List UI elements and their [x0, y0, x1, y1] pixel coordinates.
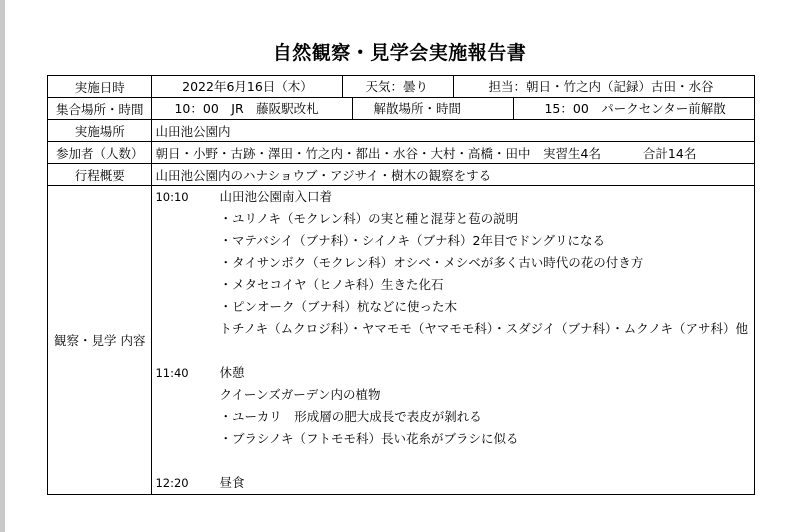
- schedule-time: [155, 450, 219, 472]
- schedule-list: [155, 186, 748, 494]
- row-content: [48, 186, 755, 495]
- schedule-time: [155, 208, 219, 230]
- schedule-time: [155, 274, 219, 296]
- weather-label: 天気：: [365, 79, 403, 94]
- page-left-edge: [0, 0, 5, 532]
- schedule-time: 11:40: [155, 366, 189, 380]
- participants-total: 合計14名: [642, 145, 697, 161]
- schedule-time: [155, 230, 219, 252]
- schedule-item: [155, 230, 748, 252]
- participants-cell: [152, 142, 755, 164]
- schedule-time: 10:10: [155, 190, 189, 204]
- weather-value: 曇り: [403, 79, 429, 94]
- meeting-cell: [152, 98, 755, 120]
- schedule-text: ・マテバシイ（ブナ科）・シイノキ（ブナ科）2年目でドングリになる: [219, 233, 605, 248]
- place-label: 実施場所: [48, 120, 152, 142]
- schedule-item: [155, 450, 748, 472]
- summary-label: 行程概要: [48, 164, 152, 186]
- document-title: 自然観察・見学会実施報告書: [272, 42, 527, 64]
- schedule-time: [155, 428, 219, 450]
- schedule-text: ・タイサンボク（モクレン科）オシベ・メシベが多く古い時代の花の付き方: [219, 255, 644, 270]
- row-place: [48, 120, 755, 142]
- schedule-item: [155, 208, 748, 230]
- schedule-time: [155, 340, 219, 362]
- place-value: 山田池公園内: [152, 120, 755, 142]
- schedule-text: 昼食: [219, 475, 245, 490]
- staff-cell: [453, 76, 754, 97]
- row-participants: [48, 142, 755, 164]
- content-label: 観察・見学 内容: [48, 186, 152, 495]
- schedule-time: [155, 384, 219, 406]
- row-meeting: [48, 98, 755, 120]
- report-table: [47, 75, 755, 495]
- content-cell: [152, 186, 755, 495]
- date-cell: [152, 76, 755, 98]
- schedule-item: [155, 428, 748, 450]
- schedule-text: ・ブラシノキ（フトモモ科）長い花糸がブラシに似る: [219, 431, 519, 446]
- schedule-item: [155, 274, 748, 296]
- schedule-text: トチノキ（ムクロジ科）・ヤマモモ（ヤマモモ科）・スダジイ（ブナ科）・ムクノキ（アサ科）他: [219, 321, 748, 336]
- schedule-item: [155, 384, 748, 406]
- staff-label: 担当：: [488, 79, 526, 94]
- participants-label: 参加者（人数）: [48, 142, 152, 164]
- schedule-text: クイーンズガーデン内の植物: [219, 387, 381, 402]
- schedule-time: [155, 252, 219, 274]
- schedule-text: ・ピンオーク（ブナ科）杭などに使った木: [219, 299, 457, 314]
- schedule-item: [155, 186, 748, 208]
- schedule-text: [219, 340, 748, 362]
- schedule-item: [155, 296, 748, 318]
- schedule-item: [155, 362, 748, 384]
- schedule-time: 12:20: [155, 476, 189, 490]
- row-date: [48, 76, 755, 98]
- schedule-item: [155, 406, 748, 428]
- schedule-text: 休憩: [219, 365, 245, 380]
- schedule-time: [155, 318, 219, 340]
- schedule-item: [155, 252, 748, 274]
- schedule-item: [155, 340, 748, 362]
- row-summary: [48, 164, 755, 186]
- date-label: 実施日時: [48, 76, 152, 98]
- date-value: 2022年6月16日（木）: [182, 79, 313, 94]
- dismiss-label: 解散場所・時間: [352, 98, 513, 119]
- participants-value: 朝日・小野・古跡・澤田・竹之内・都出・水谷・大村・高橋・田中 実習生4名: [155, 145, 601, 161]
- meeting-label: 集合場所・時間: [48, 98, 152, 120]
- weather-cell: [342, 76, 453, 97]
- schedule-item: [155, 318, 748, 340]
- schedule-item: [155, 472, 748, 494]
- dismiss-value: 15：00 パークセンター前解散: [513, 98, 754, 119]
- schedule-text: ・ユーカリ 形成層の肥大成長で表皮が剝れる: [219, 409, 482, 424]
- schedule-text: ・ユリノキ（モクレン科）の実と種と混芽と苞の説明: [219, 211, 519, 226]
- meeting-value: 10：00 JR 藤阪駅改札: [174, 101, 319, 116]
- schedule-text: 山田池公園南入口着: [219, 189, 332, 204]
- staff-value: 朝日・竹之内（記録）古田・水谷: [526, 79, 714, 94]
- summary-value: 山田池公園内のハナショウブ・アジサイ・樹木の観察をする: [152, 164, 755, 186]
- schedule-text: ・メタセコイヤ（ヒノキ科）生きた化石: [219, 277, 444, 292]
- schedule-text: [219, 450, 748, 472]
- schedule-time: [155, 296, 219, 318]
- schedule-time: [155, 406, 219, 428]
